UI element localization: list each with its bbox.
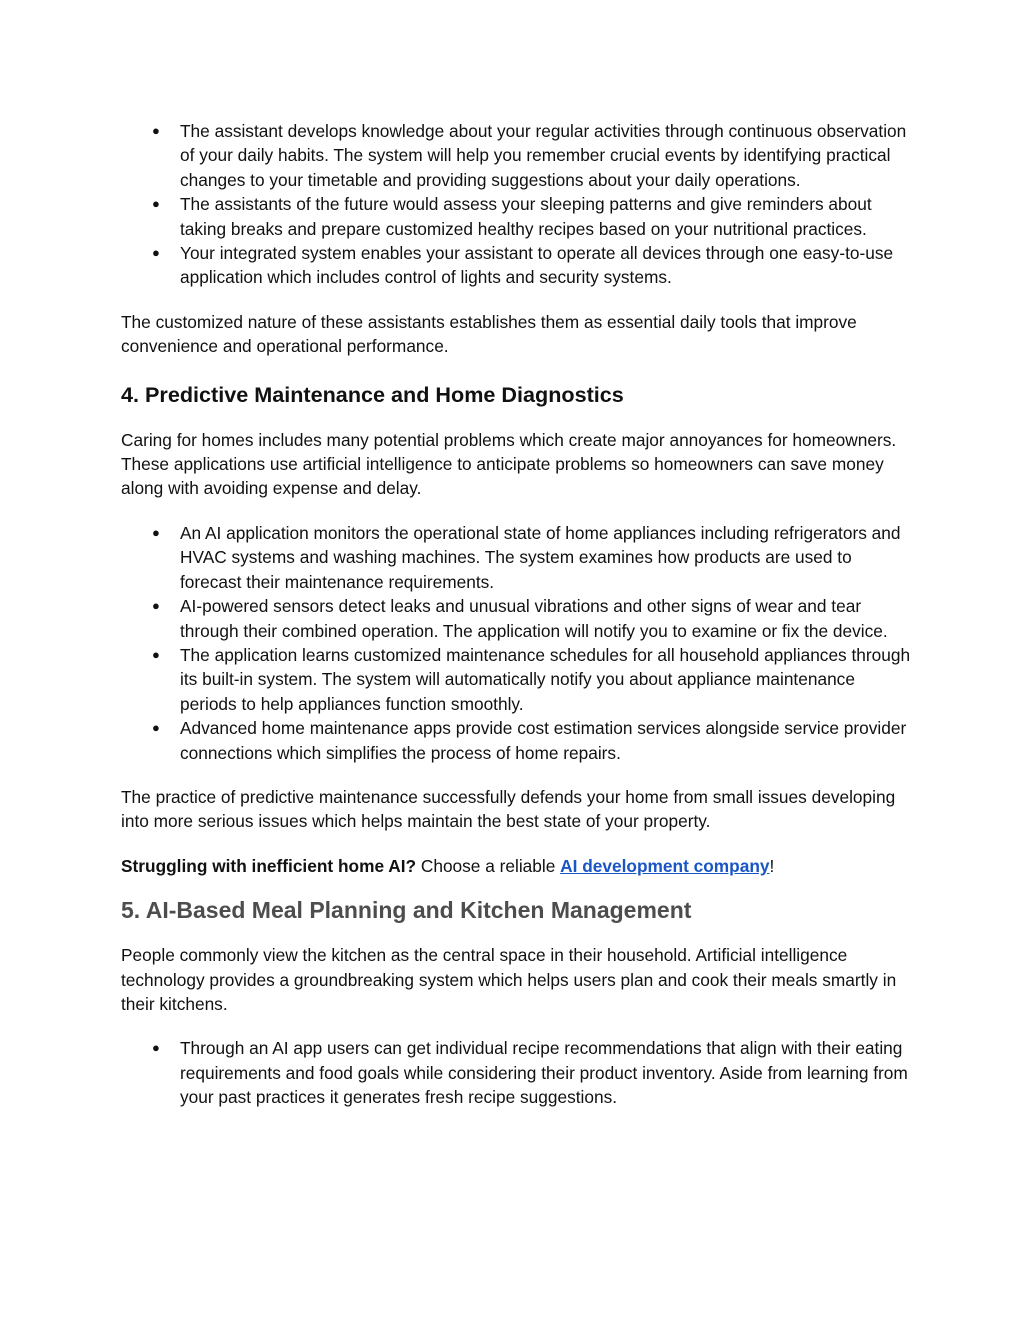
section-4-bullet-list — [121, 521, 911, 765]
list-item: ● The assistant develops knowledge about your regular activities through continuous observation of your daily habits. The system will help you remember crucial events by identifying practical changes to your timetable and providing suggestions about your daily operations. — [121, 119, 911, 192]
intro-conclusion-paragraph: The customized nature of these assistants establishes them as essential daily tools that improve convenience and operational performance. — [121, 311, 857, 357]
list-item: ● Through an AI app users can get individual recipe recommendations that align with their eating requirements and food goals while considering their product inventory. Aside from learning from your past practices it generates fresh recipe suggestions. — [121, 1036, 911, 1109]
ai-development-company-link[interactable]: AI development company — [560, 855, 770, 876]
list-item: ● AI-powered sensors detect leaks and unusual vibrations and other signs of wear and tear through their combined operation. The application will notify you to examine or fix the device. — [121, 594, 911, 643]
list-item: ● The assistants of the future would assess your sleeping patterns and give reminders about taking breaks and prepare customized healthy recipes based on your nutritional practices. — [121, 192, 911, 241]
cta-paragraph — [121, 854, 911, 878]
section-5-intro-paragraph: People commonly view the kitchen as the central space in their household. Artificial intelligence technology provides a groundbreaking system which helps users plan and cook their meals smartly in their kitchens. — [121, 945, 897, 1014]
list-item: ● The application learns customized maintenance schedules for all household appliances through its built-in system. The system will automatically notify you about appliance maintenance periods to help appliances function smoothly. — [121, 643, 911, 716]
intro-bullet-list — [121, 119, 911, 290]
cta-text: Choose a reliable — [416, 855, 561, 876]
cta-bold-text: Struggling with inefficient home AI? — [121, 855, 417, 876]
section-5-heading: 5. AI-Based Meal Planning and Kitchen Management — [121, 897, 692, 924]
list-item: ● Advanced home maintenance apps provide cost estimation services alongside service provider connections which simplifies the process of home repairs. — [121, 716, 911, 765]
section-4-heading: 4. Predictive Maintenance and Home Diagnostics — [121, 381, 624, 407]
list-item: ● An AI application monitors the operational state of home appliances including refrigerators and HVAC systems and washing machines. The system examines how products are used to forecast their maintenance requirements. — [121, 521, 911, 594]
document-page — [121, 119, 911, 1110]
section-4-intro-paragraph: Caring for homes includes many potential problems which create major annoyances for homeowners. These applications use artificial intelligence to anticipate problems so homeowners can save money along with avoiding expense and delay. — [121, 429, 897, 499]
list-item: ● Your integrated system enables your assistant to operate all devices through one easy-to-use application which includes control of lights and security systems. — [121, 241, 911, 290]
section-4-conclusion-paragraph: The practice of predictive maintenance successfully defends your home from small issues developing into more serious issues which helps maintain the best state of your property. — [121, 786, 896, 832]
cta-end: ! — [769, 855, 775, 876]
section-5-bullet-list — [121, 1036, 911, 1109]
